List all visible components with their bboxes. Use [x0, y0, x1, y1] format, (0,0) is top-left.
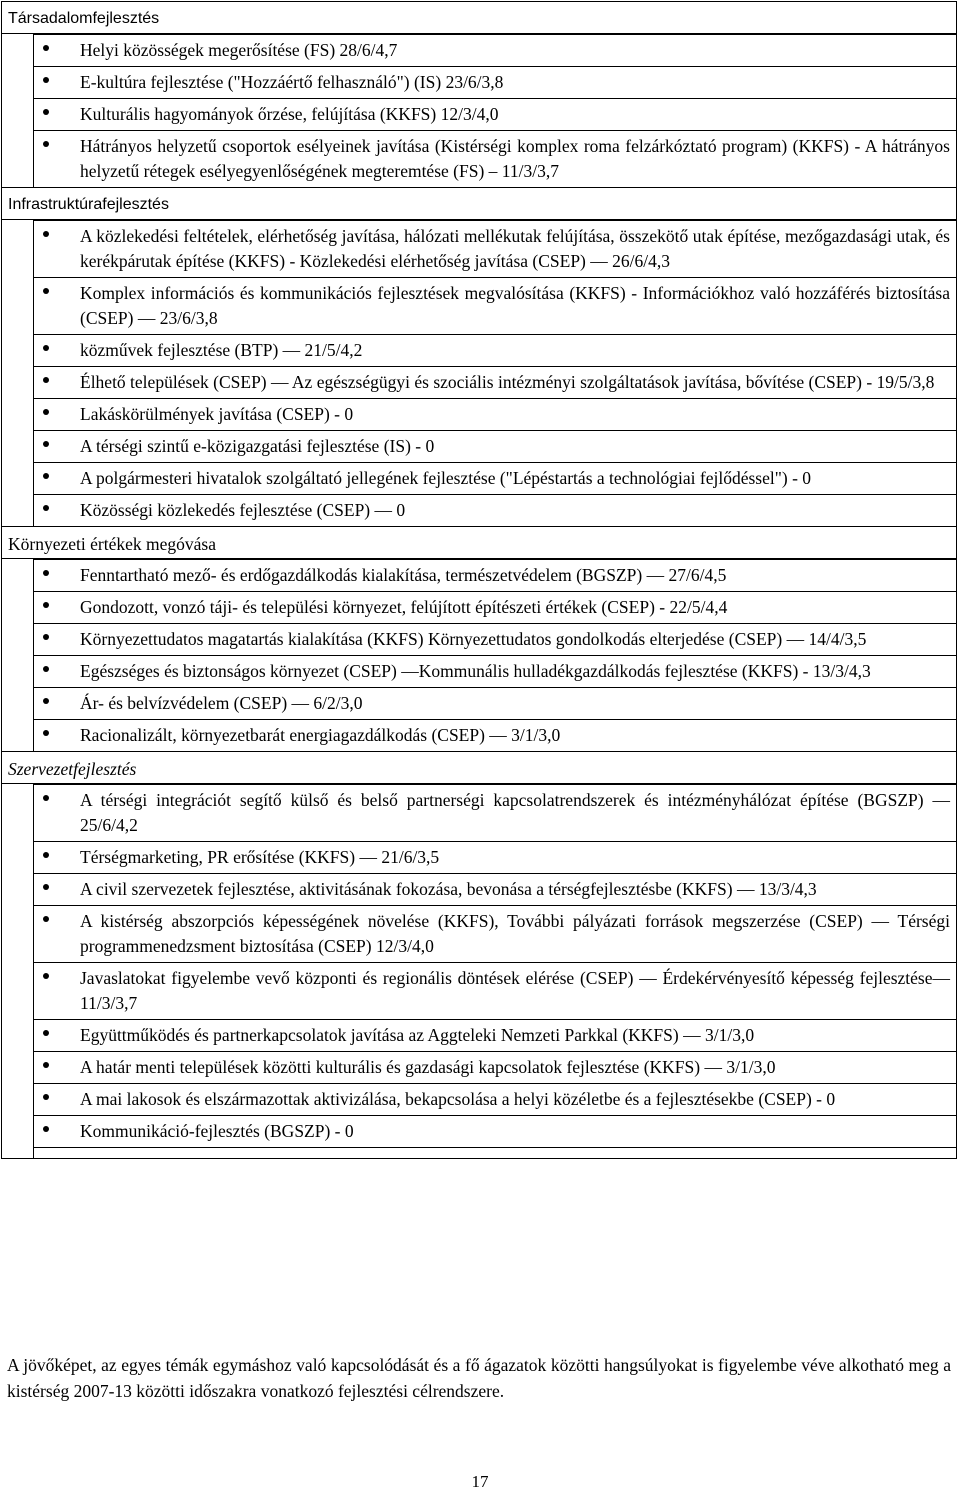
list-item: A kistérség abszorpciós képességének növelése (KKFS), További pályázati források megszerzése (CSEP) — Térségi programmenedzsment biztosítása (CSEP) 12/3/4,0 [33, 905, 956, 962]
bullet-icon [43, 441, 49, 447]
bullet-icon [43, 852, 49, 858]
development-goals-table [1, 1, 957, 1159]
list-item: Közösségi közlekedés fejlesztése (CSEP) — 0 [33, 494, 956, 526]
list-item: A térségi integrációt segítő külső és belső partnerségi kapcsolatrendszerek és intézményhálózat építése (BGSZP) — 25/6/4,2 [33, 784, 956, 841]
section-infrastrukturafejlesztes [2, 188, 956, 527]
list-item: Együttműködés és partnerkapcsolatok javítása az Aggteleki Nemzeti Parkkal (KKFS) — 3/1/3,0 [33, 1019, 956, 1051]
bullet-icon [43, 1062, 49, 1068]
list-item: Javaslatokat figyelembe vevő központi és regionális döntések elérése (CSEP) — Érdekérvényesítő képesség fejlesztése— 11/3/3,7 [33, 962, 956, 1019]
list-item: közművek fejlesztése (BTP) — 21/5/4,2 [33, 334, 956, 366]
list-item: Élhető települések (CSEP) — Az egészségügyi és szociális intézményi szolgáltatások javítása, bővítése (CSEP) - 19/5/3,8 [33, 366, 956, 398]
bullet-icon [43, 1126, 49, 1132]
bullet-icon [43, 884, 49, 890]
bullet-icon [43, 45, 49, 51]
list-item: Térségmarketing, PR erősítése (KKFS) — 21/6/3,5 [33, 841, 956, 873]
bullet-icon [43, 602, 49, 608]
list-item: Komplex információs és kommunikációs fejlesztések megvalósítása (KKFS) - Információkhoz való hozzáférés biztosítása (CSEP) — 23/6/3,8 [33, 277, 956, 334]
list-item: Kulturális hagyományok őrzése, felújítása (KKFS) 12/3/4,0 [33, 98, 956, 130]
list-item: Racionalizált, környezetbarát energiagazdálkodás (CSEP) — 3/1/3,0 [33, 719, 956, 751]
section-kornyezeti-ertekek [2, 527, 956, 752]
list-item: A mai lakosok és elszármazottak aktivizálása, bekapcsolása a helyi közéletbe és a fejlesztésekbe (CSEP) - 0 [33, 1083, 956, 1115]
list-item: Egészséges és biztonságos környezet (CSEP) —Kommunális hulladékgazdálkodás fejlesztése (KKFS) - 13/3/4,3 [33, 655, 956, 687]
bullet-icon [43, 345, 49, 351]
page-number: 17 [471, 1472, 489, 1491]
closing-paragraph: A jövőképet, az egyes témák egymáshoz való kapcsolódását és a fő ágazatok közötti hangsúlyokat is figyelembe véve alkotható meg a kistérség 2007-13 közötti időszakra vonatkozó fejlesztési célrendszere. [7, 1354, 951, 1401]
table-bottom-padding [33, 1147, 956, 1158]
section-heading: Infrastruktúrafejlesztés [2, 188, 956, 220]
section-heading: Szervezetfejlesztés [2, 752, 956, 784]
bullet-icon [43, 288, 49, 294]
bullet-icon [43, 570, 49, 576]
bullet-icon [43, 377, 49, 383]
section-heading: Környezeti értékek megóvása [2, 527, 956, 559]
bullet-icon [43, 634, 49, 640]
list-item: A térségi szintű e-közigazgatási fejlesztése (IS) - 0 [33, 430, 956, 462]
list-item: Ár- és belvízvédelem (CSEP) — 6/2/3,0 [33, 687, 956, 719]
list-item: A közlekedési feltételek, elérhetőség javítása, hálózati mellékutak felújítása, összekötő utak építése, mezőgazdasági utak, és kerékpárutak építése (KKFS) - Közlekedési elérhetőség javítása (CSEP) — 26/6/4,3 [33, 220, 956, 277]
bullet-icon [43, 231, 49, 237]
section-heading: Társadalomfejlesztés [2, 2, 956, 34]
bullet-icon [43, 409, 49, 415]
bullet-icon [43, 973, 49, 979]
list-item: E-kultúra fejlesztése ("Hozzáértő felhasználó") (IS) 23/6/3,8 [33, 66, 956, 98]
list-item: Lakáskörülmények javítása (CSEP) - 0 [33, 398, 956, 430]
list-item: A civil szervezetek fejlesztése, aktivitásának fokozása, bevonása a térségfejlesztésbe (KKFS) — 13/3/4,3 [33, 873, 956, 905]
list-item: A határ menti települések közötti kulturális és gazdasági kapcsolatok fejlesztése (KKFS) — 3/1/3,0 [33, 1051, 956, 1083]
section-tarsadalomfejlesztes [2, 2, 956, 188]
bullet-icon [43, 730, 49, 736]
bullet-icon [43, 795, 49, 801]
bullet-icon [43, 916, 49, 922]
bullet-icon [43, 505, 49, 511]
list-item: Helyi közösségek megerősítése (FS) 28/6/4,7 [33, 34, 956, 66]
list-item: Gondozott, vonzó táji- és települési környezet, felújított építészeti értékek (CSEP) - 22/5/4,4 [33, 591, 956, 623]
list-item: Hátrányos helyzetű csoportok esélyeinek javítása (Kistérségi komplex roma felzárkóztató program) (KKFS) - A hátrányos helyzetű rétegek esélyegyenlőségének megteremtése (FS) – 11/3/3,7 [33, 130, 956, 187]
list-item: Fenntartható mező- és erdőgazdálkodás kialakítása, természetvédelem (BGSZP) — 27/6/4,5 [33, 559, 956, 591]
bullet-icon [43, 1094, 49, 1100]
bullet-icon [43, 666, 49, 672]
bullet-icon [43, 698, 49, 704]
bullet-icon [43, 141, 49, 147]
bullet-icon [43, 1030, 49, 1036]
list-item: A polgármesteri hivatalok szolgáltató jellegének fejlesztése ("Lépéstartás a technológiai fejlődéssel") - 0 [33, 462, 956, 494]
list-item: Környezettudatos magatartás kialakítása (KKFS) Környezettudatos gondolkodás elterjedése (CSEP) — 14/4/3,5 [33, 623, 956, 655]
bullet-icon [43, 77, 49, 83]
bullet-icon [43, 109, 49, 115]
section-szervezetfejlesztes [2, 752, 956, 1158]
bullet-icon [43, 473, 49, 479]
list-item: Kommunikáció-fejlesztés (BGSZP) - 0 [33, 1115, 956, 1147]
